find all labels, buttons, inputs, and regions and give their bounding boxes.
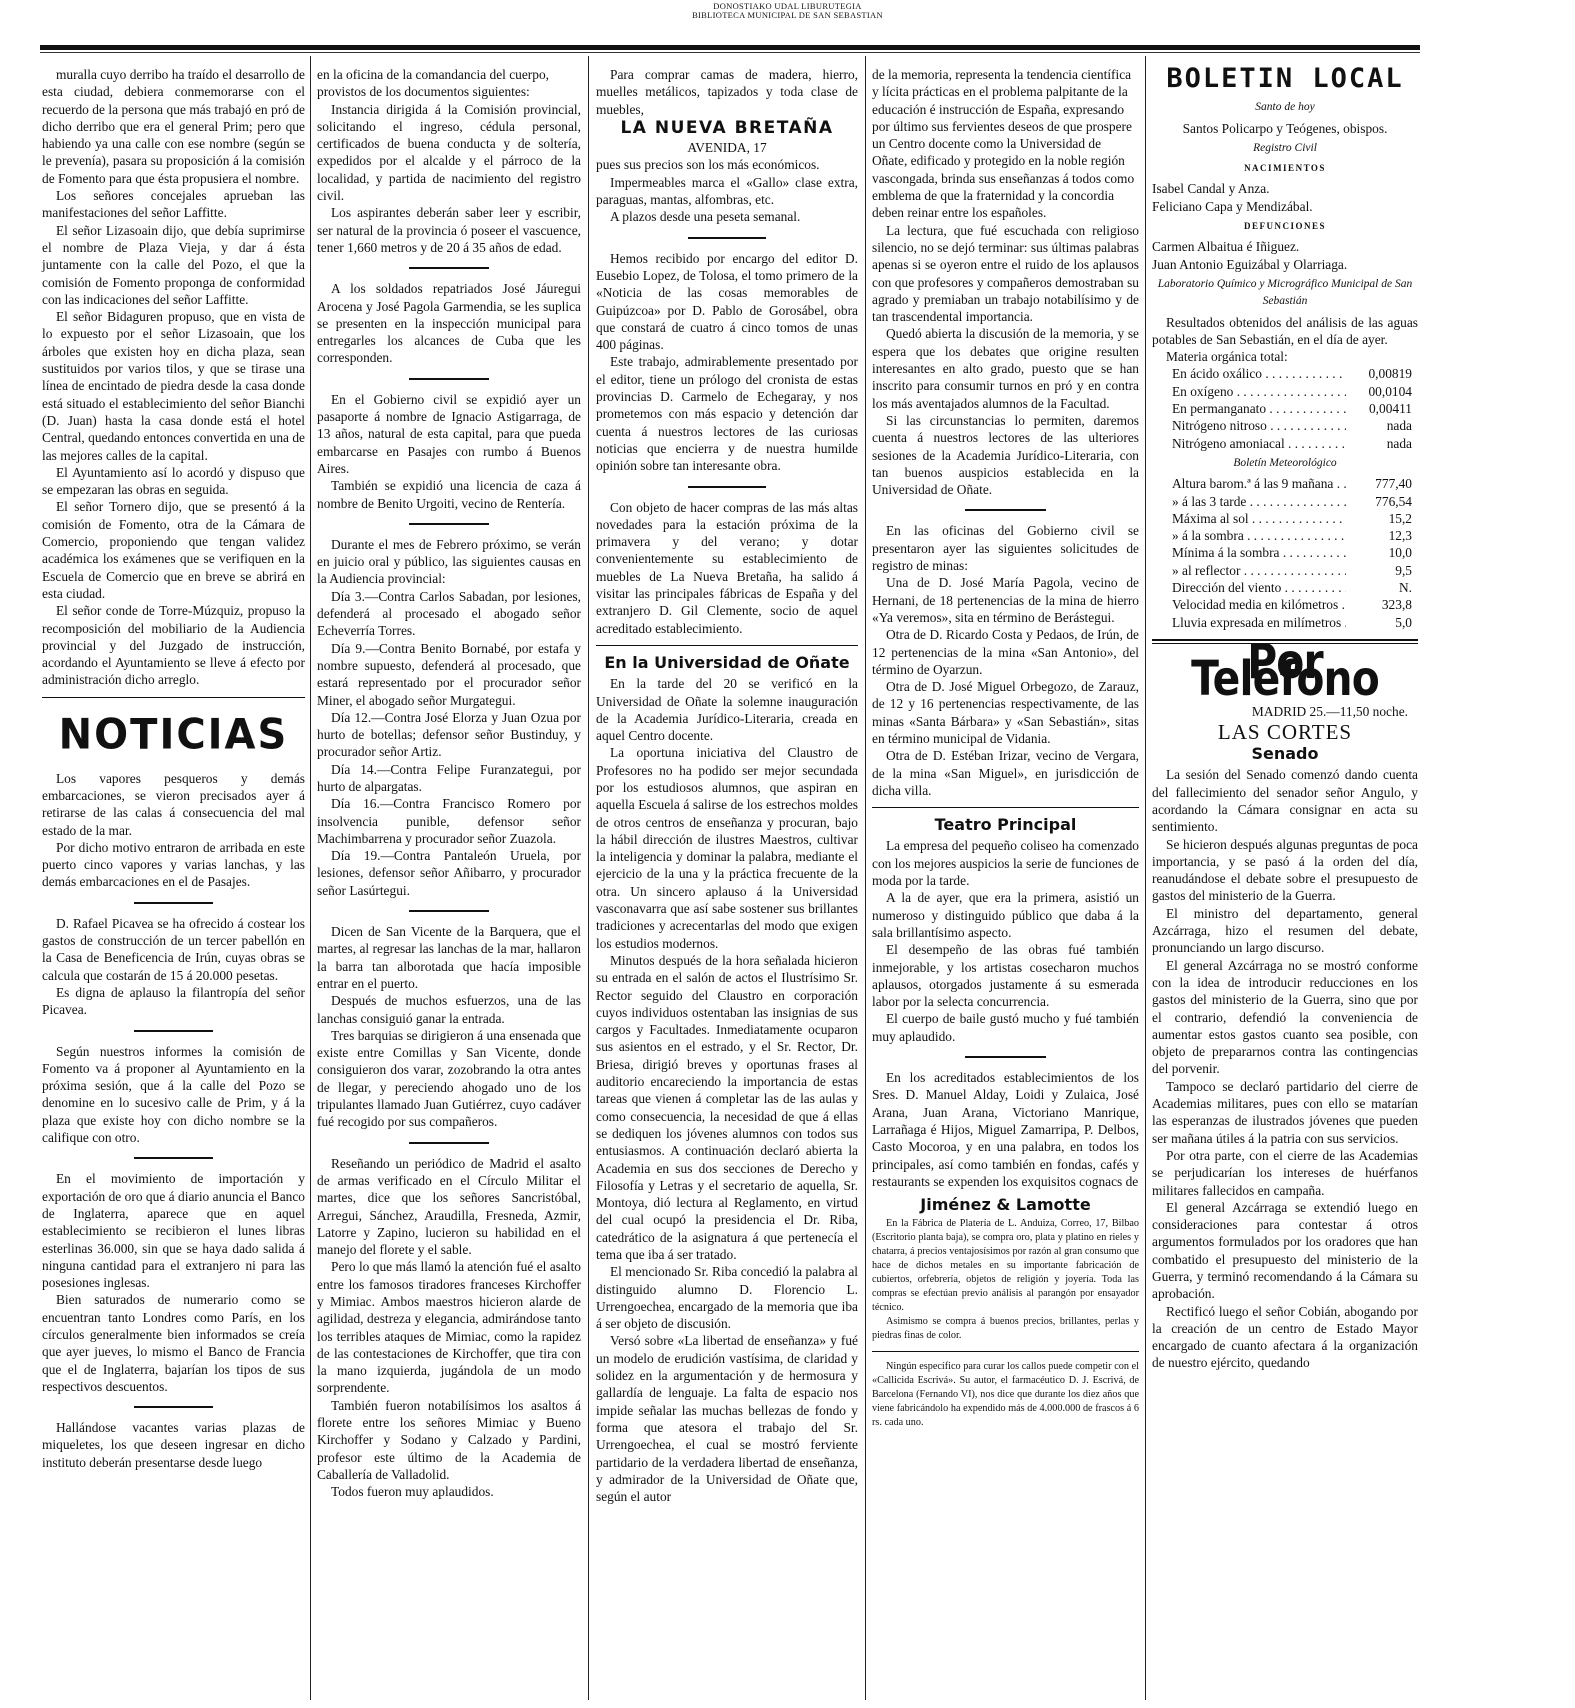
paragraph: de la memoria, representa la tendencia científica y lícita prácticas en el problema palpitante de la educación é instrucción de España, expresando por último sus fervientes deseos de que prospere un Centro docente como la Universidad de Oñate, edificado y protegido en la noble región vascongada, brinda sus enseñanzas á todos como emblema de que la fraternidad y la concordia deben reinar entre los españoles. bbox=[872, 67, 1135, 221]
centered-line: AVENIDA, 17 bbox=[687, 140, 767, 156]
section-heading-noticias: NOTICIAS bbox=[58, 710, 289, 759]
row-value: nada bbox=[1386, 435, 1412, 451]
paragraph: Quedó abierta la discusión de la memoria, y se espera que los debates que origine resulten interesantes en alto grado, puesto que se han inscrito para consumir turnos en pró y en contra los más aventajados alumnos de la Facultad. bbox=[872, 326, 1139, 411]
paragraph: Instancia dirigida á la Comisión provincial, solicitando el ingreso, cédula personal, certificados de buena conducta y de soltería, expedidos por el alcalde y el párroco de la localidad, y partida de nacimiento del registro civil. bbox=[317, 101, 581, 204]
section-separator bbox=[42, 1024, 305, 1038]
paragraph: A la de ayer, que era la primera, asistió un numeroso y distinguido público que daba á la sala brillantísimo aspecto. bbox=[872, 890, 1139, 940]
paragraph: Después de muchos esfuerzos, una de las lanchas consiguió ganar la entrada. bbox=[317, 993, 581, 1026]
row-value: 15,2 bbox=[1388, 510, 1412, 526]
advert-heading: LA NUEVA BRETAÑA bbox=[620, 117, 834, 138]
paragraph: Una de D. José María Pagola, vecino de Hernani, de 18 pertenencias de la mina de hierro «Ya veremos», sita en término de Berástegui. bbox=[872, 575, 1139, 625]
paragraph: Minutos después de la hora señalada hicieron su entrada en el salón de actos el Ilustrísimo Sr. Rector seguido del Claustro en corporación cuyos individuos ostentaban las insignias de sus cargos y Facultades. Inmediatamente ocuparon sus asientos en el estrado, y el Sr. Rector, Dr. Briesa, dirigió breves y oportunas frases al auditorio encareciendo la importancia de estas tareas que vienen á completar las de las aulas y como consecuencia, la necesidad de que á ellas se dediquen los jóvenes alumnos con todos sus entusiasmos. A continuación declaró abierta la Academia en sus dos secciones de Derecho y Filosofía y Letras y el secretario de aquella, Sr. Montoya, dió lectura al Reglamento, en virtud del cual ocupó la presidencia el Dr. Riba, catedrático de la asignatura á que pertenecía el tema que iba á ser tratado. bbox=[596, 952, 858, 1262]
section-separator bbox=[317, 1136, 581, 1150]
centered-line: Santos Policarpo y Teógenes, obispos. bbox=[1182, 120, 1388, 136]
paragraph: También se expidió una licencia de caza á nombre de Benito Urgoiti, vecino de Rentería. bbox=[317, 478, 581, 511]
article-subheading: Senado bbox=[1251, 744, 1319, 764]
horizontal-rule bbox=[42, 697, 305, 698]
library-header-line: BIBLIOTECA MUNICIPAL DE SAN SEBASTIAN bbox=[692, 10, 883, 20]
paragraph: Según nuestros informes la comisión de Fomento va á proponer al Ayuntamiento en la próxima sesión, que á la calle del Pozo se denomine en lo sucesivo calle de Prim, y á la plaza que existe hoy con dicho nombre se la califique con otro. bbox=[42, 1043, 305, 1146]
masthead-rule-thin bbox=[40, 52, 1420, 53]
row-value: 0,00411 bbox=[1368, 401, 1412, 417]
row-value: nada bbox=[1386, 418, 1412, 434]
horizontal-rule bbox=[596, 645, 858, 646]
row-value: 10,0 bbox=[1388, 545, 1412, 561]
data-row bbox=[1152, 596, 1418, 613]
paragraph: Día 3.—Contra Carlos Sabadan, por lesiones, defenderá al procesado el abogado señor Echeverría Torres. bbox=[317, 588, 581, 639]
paragraph: Para comprar camas de madera, hierro, muelles metálicos, tapizados y toda clase de muebles, bbox=[596, 67, 858, 117]
data-row bbox=[1152, 510, 1418, 527]
paragraph: El general Azcárraga no se mostró conforme con la idea de introducir reducciones en los gastos del ministerio de la Guerra, sino que por el contrario, defendió la conveniencia de aumentar estos gastos cuanto sea posible, con objeto de prepararnos contra las contingencias del porvenir. bbox=[1152, 957, 1418, 1077]
data-row bbox=[1152, 435, 1418, 452]
paragraph: Tampoco se declaró partidario del cierre de Academias militares, pues con ello se matarían las esperanzas de ilustrados jóvenes que pueden ser mañana útiles á la patria con sus servicios. bbox=[1152, 1078, 1418, 1146]
row-label: » á la sombra . . . bbox=[1172, 527, 1346, 544]
paragraph: Durante el mes de Febrero próximo, se verán en juicio oral y público, las siguientes causas en la Audiencia provincial: bbox=[317, 536, 581, 587]
paragraph: Versó sobre «La libertad de enseñanza» y fué un modelo de erudición vastísima, de claridad y solidez en la argumentación y de hermosura y gallardía de lenguaje. La falta de espacio nos impide señalar las muchas bellezas de fondo y forma que atesora el trabajo del Sr. Urrengoechea, el cual se mostró ferviente partidario de la verdadera libertad de enseñanza, y admirador de la Universidad de Oñate que, según el autor bbox=[596, 1333, 858, 1505]
paragraph: El general Azcárraga se extendió luego en consideraciones para contestar á otros argumentos formulados por los oradores que han combatido el presupuesto del ministerio de la Guerra, y terminó recomendando á la Cámara su aprobación. bbox=[1152, 1199, 1418, 1302]
section-heading-boletin: BOLETIN LOCAL bbox=[1166, 63, 1404, 94]
paragraph: El señor conde de Torre-Múzquiz, propuso la recomposición del mobiliario de la Audiencia provincial y del Juzgado de instrucción, acordando el Ayuntamiento se lleve á efecto por administración dicho arreglo. bbox=[42, 603, 305, 688]
section-separator bbox=[872, 1050, 1139, 1064]
subsection-label: DEFUNCIONES bbox=[1243, 221, 1326, 232]
row-label: » al reflector . . . bbox=[1172, 562, 1346, 579]
paragraph: Día 14.—Contra Felipe Furanzategui, por hurto de alpargatas. bbox=[317, 761, 581, 794]
row-value: 00,0104 bbox=[1368, 383, 1412, 399]
masthead-rule bbox=[40, 45, 1420, 50]
section-separator bbox=[317, 904, 581, 918]
paragraph: Si las circunstancias lo permiten, daremos cuenta á nuestros lectores de las ulteriores sesiones de la Academia Jurídico-Literaria, con tan buenos auspicios establecida en la Universidad de Oñate. bbox=[872, 412, 1139, 498]
subsection-heading: Registro Civil bbox=[1253, 141, 1317, 154]
paragraph: El cuerpo de baile gustó mucho y fué también muy aplaudido. bbox=[872, 1011, 1139, 1044]
data-row bbox=[1152, 475, 1418, 492]
data-row bbox=[1152, 579, 1418, 596]
library-header bbox=[0, 2, 1575, 20]
paragraph: pues sus precios son los más económicos. bbox=[596, 157, 820, 173]
paragraph: El señor Bidaguren propuso, que en vista de lo expuesto por el señor Lizasoain, que los árboles que existen hoy en dicha plaza, sean sustituidos por varios tilos, y que se tirase una línea de encintado de piedra desde la casa donde está situado el establecimiento del señor Bianchi (D. Juan) hasta la casa donde está el hotel Central, quedando entonces convertida en una de las mejores calles de la capital. bbox=[42, 309, 305, 463]
data-row bbox=[1152, 493, 1418, 510]
column-divider bbox=[1145, 56, 1146, 1700]
section-separator bbox=[42, 1400, 305, 1414]
paragraph: Los aspirantes deberán saber leer y escribir, ser natural de la provincia ó poseer el vascuence, tener 1,660 metros y de 20 á 35 años de edad. bbox=[317, 205, 581, 255]
paragraph: Los señores concejales aprueban las manifestaciones del señor Laffitte. bbox=[42, 188, 305, 221]
column-1 bbox=[42, 66, 305, 1471]
row-label: Velocidad media en kilómetros . . . bbox=[1172, 596, 1346, 613]
paragraph: A plazos desde una peseta semanal. bbox=[610, 209, 801, 225]
row-label: Altura barom.ª á las 9 mañana . . . bbox=[1172, 475, 1346, 492]
row-value: 5,0 bbox=[1395, 614, 1412, 630]
paragraph: También fueron notabilísimos los asaltos á florete entre los señores Mimiac y Bueno Kirchoffer y Sodano y Calzado y Pardini, profesor este último de la Academia de Caballería de Valladolid. bbox=[317, 1397, 581, 1482]
paragraph: En la tarde del 20 se verificó en la Universidad de Oñate la solemne inauguración de la Academia Jurídico-Literaria, creada en aquel Centro docente. bbox=[596, 676, 858, 744]
paragraph: En el movimiento de importación y exportación de oro que á diario anuncia el Banco de Inglaterra, aparece que en aquel establecimiento se recibieron el lunes libras esterlinas 36.000, sin que se haya dado salida á ninguna cantidad para el extranjero ni para las posesiones inglesas. bbox=[42, 1171, 305, 1291]
paragraph: Los vapores pesqueros y demás embarcaciones, se vieron precisados ayer á retirarse de las calas á consecuencia del mal estado de la mar. bbox=[42, 770, 305, 838]
paragraph: Se hicieron después algunas preguntas de poca importancia, y se pasó á la orden del día, reanudándose el debate sobre el presupuesto de gastos del ministerio de la Guerra. bbox=[1152, 836, 1418, 904]
section-separator bbox=[317, 261, 581, 275]
paragraph: Materia orgánica total: bbox=[1166, 349, 1288, 365]
article-heading: LAS CORTES bbox=[1217, 719, 1353, 744]
article-heading: Jiménez & Lamotte bbox=[920, 1195, 1091, 1215]
paragraph: La sesión del Senado comenzó dando cuenta del fallecimiento del senador señor Angulo, y acordando la Cámara consignar en acta su sentimiento. bbox=[1152, 767, 1418, 835]
paragraph: Día 12.—Contra José Elorza y Juan Ozua por hurto de botellas; defensor señor Bustinduy, y procurador señor Artiz. bbox=[317, 709, 581, 760]
paragraph: Pero lo que más llamó la atención fué el asalto entre los famosos tiradores franceses Kirchoffer y Mimiac. Ambos maestros hicieron alarde de agilidad, destreza y elegancia, admirándose tanto los terribles ataques de Mimiac, como la rapidez de las contestaciones de Kirchoffer, que tira con la mano izquierda, jugándola de un modo sorprendente. bbox=[317, 1259, 581, 1396]
row-value: 776,54 bbox=[1375, 493, 1412, 509]
paragraph: Carmen Albaitua é Iñiguez. bbox=[1152, 239, 1300, 255]
section-separator bbox=[596, 231, 858, 245]
row-value: 9,5 bbox=[1395, 562, 1412, 578]
paragraph: Con objeto de hacer compras de las más altas novedades para la estación próxima de la primavera y del verano; y dotar convenientemente su establecimiento de muebles de La Nueva Bretaña, ha salido á visitar las principales fábricas de España y del extranjero D. Gil Clemente, socio de aquel acreditado establecimiento. bbox=[596, 499, 858, 636]
row-label: Dirección del viento . . . bbox=[1172, 579, 1346, 596]
column-divider bbox=[588, 56, 589, 1700]
data-row bbox=[1152, 614, 1418, 631]
paragraph: muralla cuyo derribo ha traído el desarrollo de esta ciudad, debiera conmemorarse con el recuerdo de la persona que más trabajó en pró de dicho derribo que era el general Prim; pero que habiendo ya una calle con ese nombre (según se le prevenía), pasara su proposición á la comisión de Fomento para que ésta propusiera el nombre. bbox=[42, 67, 305, 186]
row-value: 0,00819 bbox=[1368, 366, 1412, 382]
column-2 bbox=[317, 66, 581, 1501]
section-separator bbox=[317, 372, 581, 386]
data-row bbox=[1152, 383, 1418, 400]
paragraph: Otra de D. Ricardo Costa y Pedaos, de Irún, de 12 pertenencias de la mina «San Antonio», del término de Oyarzun. bbox=[872, 627, 1139, 677]
row-label: En oxígeno . . . bbox=[1172, 383, 1346, 400]
row-label: Nitrógeno amoniacal . . . bbox=[1172, 435, 1346, 452]
row-value: N. bbox=[1398, 580, 1412, 596]
row-label: » á las 3 tarde . . . bbox=[1172, 493, 1346, 510]
paragraph: El mencionado Sr. Riba concedió la palabra al distinguido alumno D. Florencio L. Urrengoechea, encargado de la memoria que iba á ser objeto de discusión. bbox=[596, 1264, 858, 1332]
paragraph: Reseñando un periódico de Madrid el asalto de armas verificado en el Círculo Militar el martes, dice que los señores Sancristóbal, Arregui, Sánchez, Araudilla, Fresneda, Azmir, Latorre y Zapino, lucieron su habilidad en el manejo del florete y el sable. bbox=[317, 1155, 581, 1258]
paragraph: Tres barquias se dirigieron á una ensenada que existe entre Comillas y San Vicente, donde consiguieron dos varar, zozobrando la otra antes de llegar, y pereciendo ahogado uno de los tripulantes llamado Juan Gutiérrez, cuyo cadáver fué recogido por sus compañeros. bbox=[317, 1027, 581, 1130]
data-row bbox=[1152, 562, 1418, 579]
data-row bbox=[1152, 365, 1418, 382]
paragraph: Hemos recibido por encargo del editor D. Eusebio Lopez, de Tolosa, el tomo primero de la «Noticia de las cosas memorables de Guipúzcoa» por D. Pablo de Gorosábel, obra que constará de cuatro á cinco tomos de unas 400 páginas. bbox=[596, 250, 858, 353]
paragraph: La lectura, que fué escuchada con religioso silencio, no se dejó terminar: sus últimas palabras apenas si se oyeron entre el ruido de los aplausos con que profesores y compañeros demostraban su agrado y premiaban un trabajo notabilísimo y de tan trascendental importancia. bbox=[872, 222, 1139, 325]
row-label: En permanganato . . . bbox=[1172, 400, 1346, 417]
paragraph: Feliciano Capa y Mendizábal. bbox=[1152, 198, 1313, 214]
paragraph: Otra de D. José Miguel Orbegozo, de Zarauz, de 12 y 16 pertenencias respectivamente, de las minas «Santa Bárbara» y «San Sebastián», sitas en término municipal de Vidania. bbox=[872, 679, 1139, 746]
section-heading-telefono: Por Teléfono bbox=[1191, 633, 1379, 708]
paragraph: Este trabajo, admirablemente presentado por el editor, tiene un prólogo del cronista de estas provincias D. Carmelo de Echegaray, y nos prometemos con más espacio y detención dar cuenta á nuestros lectores de las curiosas noticias que encierra y de nuestra humilde opinión sobre tan interesante obra. bbox=[596, 354, 858, 474]
paragraph: El ministro del departamento, general Azcárraga, hizo el resumen del debate, pronunciando un largo discurso. bbox=[1152, 905, 1418, 956]
row-value: 323,8 bbox=[1381, 597, 1412, 613]
row-label: Lluvia expresada en milímetros . . . bbox=[1172, 614, 1346, 631]
article-heading: Teatro Principal bbox=[934, 815, 1077, 835]
horizontal-rule bbox=[872, 807, 1139, 808]
paragraph: Es digna de aplauso la filantropía del señor Picavea. bbox=[42, 984, 305, 1018]
paragraph: El señor Lizasoain dijo, que debía suprimirse el nombre de Plaza Vieja, y dar á ésta juntamente con la calle del Pozo, el que la comisión de Fomento proponga de conformidad con las indicaciones del señor Laffitte. bbox=[42, 222, 305, 307]
subsection-heading: Santo de hoy bbox=[1255, 101, 1315, 114]
paragraph: Todos fueron muy aplaudidos. bbox=[331, 1484, 494, 1500]
small-print-notice: En la Fábrica de Platería de L. Anduiza, Correo, 17, Bilbao (Escritorio planta baja), se compra oro, plata y platino en rieles y chatarra, á precios ventajosísimos por razón al gran consumo que hace de dichos metales en su importante fabricación de cubiertos, orfebrería, objetos de religión y joyería. Toda las compras se efectúan previo análisis al parangón por ensayador técnico. bbox=[872, 1218, 1139, 1314]
paragraph: Por dicho motivo entraron de arribada en este puerto cinco vapores y varias lanchas, y las demás embarcaciones en el de Pasajes. bbox=[42, 839, 305, 890]
subsection-heading: Laboratorio Químico y Micrográfico Municipal de San Sebastián bbox=[1157, 277, 1413, 308]
column-5-boletin bbox=[1152, 63, 1418, 1372]
data-row bbox=[1152, 527, 1418, 544]
section-separator bbox=[42, 1151, 305, 1165]
paragraph: El Ayuntamiento así lo acordó y dispuso que se empezaran las obras en seguida. bbox=[42, 464, 305, 498]
paragraph: El desempeño de las obras fué también inmejorable, y los artistas cosecharon muchos aplausos, otorgados justamente á su esmerada labor por la selecta concurrencia. bbox=[872, 942, 1139, 1010]
section-separator bbox=[317, 517, 581, 531]
paragraph: En el Gobierno civil se expidió ayer un pasaporte á nombre de Ignacio Astigarraga, de 13 años, natural de esta capital, para que pueda embarcarse en Pasajes con rumbo á Buenos Aires. bbox=[317, 391, 581, 476]
paragraph: Día 16.—Contra Francisco Romero por insolvencia punible, defensor señor Machimbarrena y procurador señor Zuazola. bbox=[317, 796, 581, 846]
row-value: 777,40 bbox=[1375, 476, 1412, 492]
small-print-notice: Ningún específico para curar los callos puede competir con el «Callicida Escrivá». Su autor, el farmacéutico D. J. Escrivá, de Barcelona (Fernando VI), nos dice que durante los diez años que viene fabricándolo ha expendido más de 4.000.000 de frascos á 6 rs. cada uno. bbox=[872, 1361, 1139, 1429]
paragraph: Isabel Candal y Anza. bbox=[1152, 181, 1270, 197]
column-divider bbox=[310, 56, 311, 1700]
paragraph: Otra de D. Estéban Irizar, vecino de Vergara, de la mina «San Miguel», en jurisdicción de dicha villa. bbox=[872, 748, 1139, 798]
column-3 bbox=[596, 66, 858, 1505]
library-header-line: DONOSTIAKO UDAL LIBURUTEGIA bbox=[713, 1, 862, 11]
row-label: En ácido oxálico . . . bbox=[1172, 365, 1346, 382]
data-row bbox=[1152, 417, 1418, 434]
section-separator bbox=[42, 896, 305, 910]
paragraph: Hallándose vacantes varias plazas de miqueletes, los que deseen ingresar en dicho instituto deberán presentarse desde luego bbox=[42, 1420, 305, 1470]
small-print-notice: Asimismo se compra á buenos precios, brillantes, perlas y piedras finas de color. bbox=[872, 1316, 1139, 1342]
paragraph: El señor Tornero dijo, que se presentó á la comisión de Fomento, otra de la Cámara de Comercio, proponiendo que tengan validez académica los exámenes que se verifiquen en la Escuela de Comercio que en breve se abrirá en esta ciudad. bbox=[42, 499, 305, 601]
row-label: Mínima á la sombra . . . bbox=[1172, 544, 1346, 561]
paragraph: Rectificó luego el señor Cobián, abogando por la creación de un centro de Estado Mayor encargado de cuanto afectara á la organización de nuestro ejército, quedando bbox=[1152, 1303, 1418, 1371]
row-label: Máxima al sol . . . bbox=[1172, 510, 1346, 527]
paragraph: Juan Antonio Eguizábal y Olarriaga. bbox=[1152, 256, 1348, 272]
paragraph: La oportuna iniciativa del Claustro de Profesores no ha podido ser mejor secundada por los estudiosos alumnos, que aspiran en aquella Escuela á salirse de los estrechos moldes de otros centros de enseñanza y procuran, bajo la hábil dirección de ilustres Maestros, cultivar la inteligencia y dominar la palabra, mediante el ejercicio de la una y la práctica frecuente de la otra. Un sincero aplauso á la Universidad vasconavarra que así sabe sostener sus brillantes tradiciones y acrecentarlas del modo que exigen los estudios modernos. bbox=[596, 745, 858, 951]
dateline: MADRID 25.—11,50 noche. bbox=[1251, 703, 1408, 719]
article-heading: En la Universidad de Oñate bbox=[604, 652, 850, 672]
subsection-label: NACIMIENTOS bbox=[1244, 163, 1326, 174]
section-separator bbox=[872, 503, 1139, 517]
subsection-heading: Boletín Meteorológico bbox=[1233, 456, 1337, 469]
row-label: Nitrógeno nitroso . . . bbox=[1172, 417, 1346, 434]
paragraph: D. Rafael Picavea se ha ofrecido á costear los gastos de construcción de un tercer pabellón en la Casa de Beneficencia de Irún, cuyas obras se calcula que costarán de 15 á 20.000 pesetas. bbox=[42, 915, 305, 983]
paragraph: En las oficinas del Gobierno civil se presentaron ayer las siguientes solicitudes de registro de minas: bbox=[872, 523, 1139, 574]
row-value: 12,3 bbox=[1388, 528, 1412, 544]
column-4 bbox=[872, 66, 1139, 1430]
paragraph: Bien saturados de numerario como se encuentran tanto Londres como París, en los círculos generalmente bien informados se creía que ayer jueves, lo mismo el Banco de Francia que el de Inglaterra, bajarían los tipos de sus respectivos descuentos. bbox=[42, 1292, 305, 1394]
paragraph: en la oficina de la comandancia del cuerpo, provistos de los documentos siguientes: bbox=[317, 67, 549, 100]
paragraph: Dicen de San Vicente de la Barquera, que el martes, al regresar las lanchas de la mar, hallaron la barra tan alborotada que hacía imposible entrar en el puerto. bbox=[317, 924, 581, 991]
paragraph: Día 19.—Contra Pantaleón Uruela, por lesiones, defensor señor Añibarro, y procurador señor Lasúrtegui. bbox=[317, 848, 581, 898]
data-row bbox=[1152, 400, 1418, 417]
paragraph: En los acreditados establecimientos de los Sres. D. Manuel Alday, Loidi y Zulaica, José Arana, Juan Arana, Victoriano Manrique, Larrañaga é Hijos, Miguel Zamarripa, P. Delbos, Casto Mocoroa, y en una palabra, en todos los principales, así como también en fondas, cafés y restaurants se expenden los exquisitos cognacs de bbox=[872, 1070, 1139, 1189]
paragraph: A los soldados repatriados José Jáuregui Arocena y José Pagola Garmendia, se les suplica se presenten en la inspección municipal para entregarles los alcances de Cuba que les corresponden. bbox=[317, 281, 581, 366]
paragraph: Por otra parte, con el cierre de las Academias se perjudicarían los intereses de huérfanos militares fallecidos en campaña. bbox=[1152, 1147, 1418, 1198]
column-divider bbox=[865, 56, 866, 1700]
paragraph: Impermeables marca el «Gallo» clase extra, paraguas, mantas, alfombras, etc. bbox=[596, 174, 858, 208]
paragraph: Día 9.—Contra Benito Bornabé, por estafa y nombre supuesto, defenderá al procesado, que estará representado por el procurador señor Miner, el abogado señor Murgategui. bbox=[317, 640, 581, 708]
section-separator bbox=[596, 480, 858, 494]
paragraph: Resultados obtenidos del análisis de las aguas potables de San Sebastián, en el día de ayer. bbox=[1152, 314, 1418, 347]
horizontal-rule bbox=[872, 1351, 1139, 1352]
data-row bbox=[1152, 544, 1418, 561]
paragraph: La empresa del pequeño coliseo ha comenzado con los mejores auspicios la serie de funciones de moda por la tarde. bbox=[872, 838, 1139, 889]
